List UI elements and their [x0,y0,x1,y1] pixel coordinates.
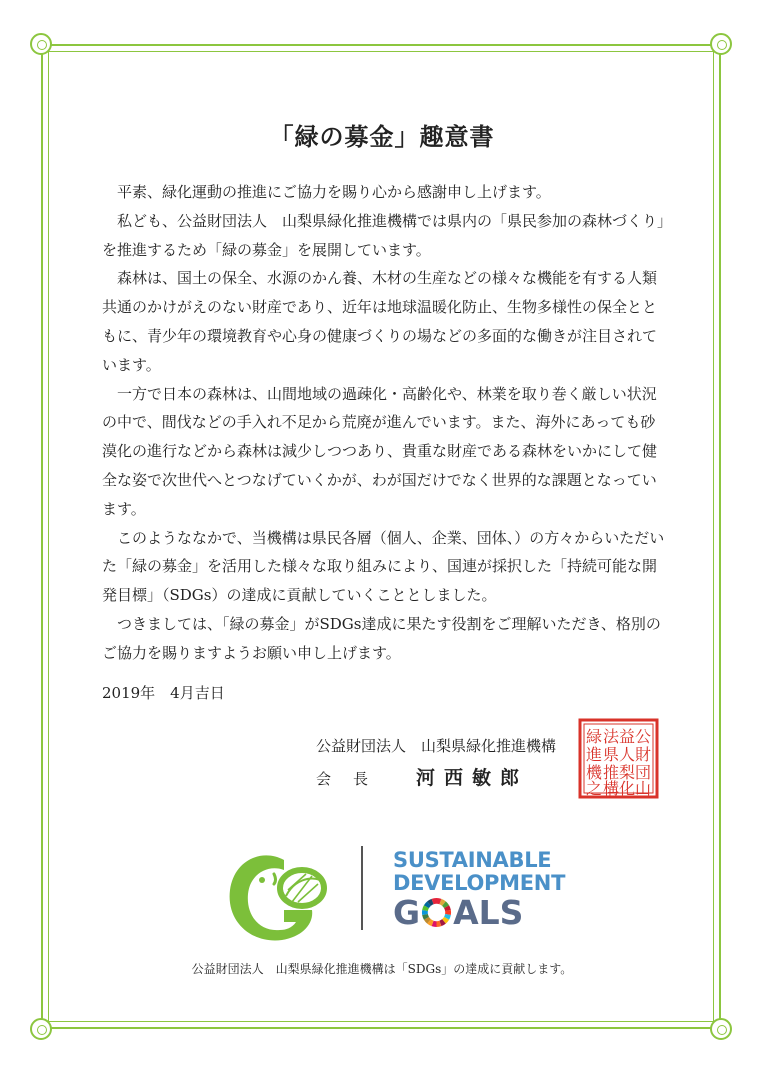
svg-text:機: 機 [585,763,603,782]
document-body [102,178,668,668]
paragraph: 一方で日本の森林は、山間地域の過疎化・高齢化や、林業を取り巻く厳しい状況の中で、間伐などの手入れ不足から荒廃が進んでいます。また、海外にあっても砂漠化の進行などから森林は減少しつつあり、貴重な財産である森林をいかにして健全な姿で次世代へとつなげていくかが、わが国だけでなく世界的な課題となっています。 [102,384,658,518]
border-corner-ornament [30,33,52,55]
svg-text:山: 山 [634,779,652,798]
svg-text:緑: 緑 [585,727,603,746]
sdg-goals-rest: ALS [453,893,524,932]
sdg-goals-g: G [393,893,421,932]
svg-text:人: 人 [618,745,636,764]
organization-name: 公益財団法人 山梨県緑化推進機構 [316,737,557,755]
svg-text:梨: 梨 [618,763,636,782]
paragraph: 森林は、国土の保全、水源のかん養、木材の生産などの様々な機能を有する人類共通のかけがえのない財産であり、近年は地球温暖化防止、生物多様性の保全とともに、青少年の環境教育や心身の健康づくりの場などの多面的な働きが注目されています。 [102,269,658,374]
svg-text:財: 財 [634,745,652,764]
svg-text:構: 構 [602,779,620,798]
president-title: 会長 [316,770,391,788]
paragraph: 平素、緑化運動の推進にご協力を賜り心から感謝申し上げます。 [117,183,551,201]
svg-text:法: 法 [602,727,620,746]
official-seal-stamp [578,718,659,799]
sdg-wheel-icon [421,897,452,928]
svg-text:公: 公 [634,727,652,746]
sdg-logo-line2: DEVELOPMENT [393,871,566,895]
svg-text:之: 之 [585,779,603,798]
paragraph: つきましては、「緑の募金」がSDGs達成に果たす役割をご理解いただき、格別のご協力を賜りますようお願い申し上げます。 [102,614,661,662]
svg-text:化: 化 [618,779,636,798]
svg-text:益: 益 [618,727,636,746]
border-corner-ornament [710,1018,732,1040]
border-corner-ornament [30,1018,52,1040]
svg-text:推: 推 [602,763,620,782]
sdg-logo [393,848,566,932]
svg-text:団: 団 [634,763,652,782]
president-signature [316,763,528,790]
sdg-goals-wordmark [393,893,558,932]
svg-text:進: 進 [585,745,603,764]
document-date: 2019年 4月吉日 [102,684,225,702]
green-fund-logo [222,840,332,948]
footer-statement: 公益財団法人 山梨県緑化推進機構は「SDGs」の達成に貢献します。 [191,962,573,976]
paragraph: 私ども、公益財団法人 山梨県緑化推進機構では県内の「県民参加の森林づくり」を推進するため「緑の募金」を展開しています。 [102,211,665,259]
border-corner-ornament [710,33,732,55]
logo-divider [361,846,363,930]
document-title: 「緑の募金」趣意書 [269,122,495,151]
paragraph: このようななかで、当機構は県民各層（個人、企業、団体、）の方々からいただいた「緑の募金」を活用した様々な取り組みにより、国連が採択した「持続可能な開発目標」（SDGs）の達成に貢献していくこととしました。 [102,528,665,605]
sdg-logo-line1: SUSTAINABLE [393,848,552,872]
president-name: 河西敏郎 [416,767,529,789]
svg-text:県: 県 [602,745,620,764]
